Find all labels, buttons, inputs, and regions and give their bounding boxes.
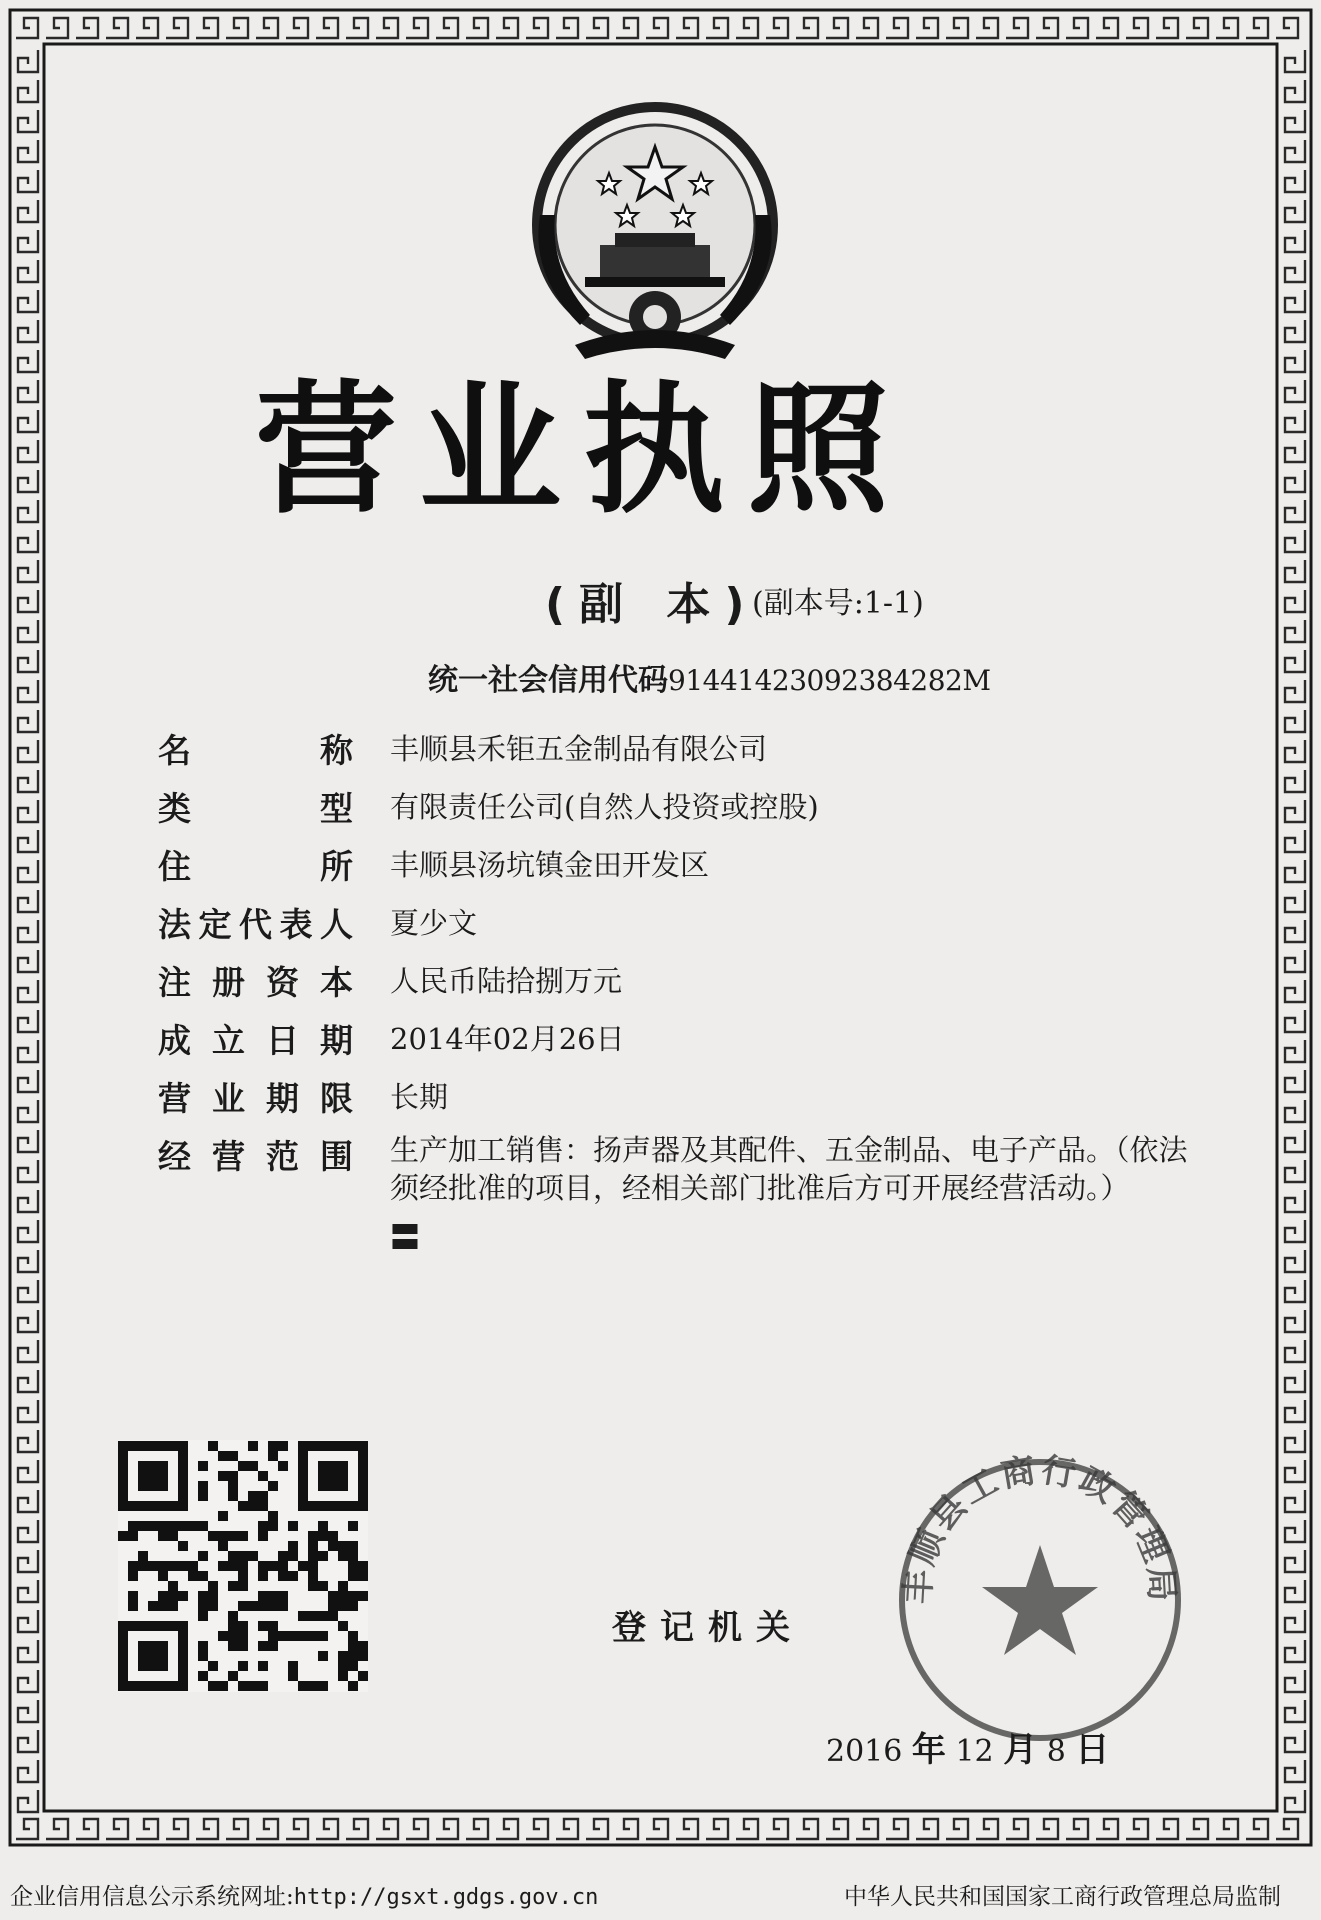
field-label-char: 法 [158,905,191,944]
field-label-char: 期 [320,1021,353,1060]
field-value: 生产加工销售：扬声器及其配件、五金制品、电子产品。（依法须经批准的项目，经相关部门批准后方可开展经营活动。） [390,1133,1188,1205]
national-emblem-icon [505,95,805,370]
footer-website-label: 企业信用信息公示系统网址: [10,1884,294,1910]
field-label-char: 立 [212,1021,245,1060]
field-label-char: 称 [320,731,353,770]
field-value: 有限责任公司(自然人投资或控股) [390,790,819,824]
field-value: 夏少文 [390,906,478,940]
field-label-char: 代 [239,905,272,944]
field-label [158,957,353,1004]
field-label-char: 范 [266,1137,299,1176]
issue-year-char: 年 [911,1730,946,1770]
field-label [158,899,353,946]
field-row-type [158,783,1208,841]
field-row-name [158,725,1208,783]
field-row-established [158,1015,1208,1073]
field-row-address [158,841,1208,899]
footer-website-url[interactable]: http://gsxt.gdgs.gov.cn [293,1885,599,1910]
field-label-char: 人 [320,905,353,944]
license-fields [158,725,1208,1256]
copy-label: (副 本) [545,579,759,630]
official-seal [890,1450,1190,1750]
registration-authority: 登记机关 [612,1608,804,1648]
field-label-char: 类 [158,789,191,828]
field-label-char: 表 [279,905,313,944]
issue-month: 12 [955,1734,994,1769]
field-label-char: 住 [158,847,191,886]
field-label-char: 成 [158,1021,191,1060]
field-label-char: 定 [198,905,232,944]
field-row-capital [158,957,1208,1015]
field-label-char: 型 [320,789,353,828]
issue-year: 2016 [826,1734,903,1769]
field-row-legal-rep [158,899,1208,957]
field-label-char: 册 [212,963,245,1002]
seal-text: 丰顺县工商行政管理局 [898,1450,1182,1606]
field-label [158,783,353,830]
field-label-char: 名 [158,731,191,770]
issue-day-char: 日 [1075,1730,1110,1770]
field-value: 丰顺县禾钜五金制品有限公司 [390,732,768,766]
footer-supervisor: 中华人民共和国国家工商行政管理总局监制 [844,1884,1281,1910]
field-label-char: 经 [158,1137,191,1176]
field-label-char: 期 [266,1079,299,1118]
field-label-char: 营 [158,1079,191,1118]
field-label-char: 营 [212,1137,245,1176]
scope-end-mark: 〓 [390,1221,420,1256]
credit-code [428,655,991,699]
field-label-char: 本 [320,963,353,1002]
field-label-char: 所 [320,847,353,886]
document-title: 营业执照 [255,368,911,533]
field-label-char: 资 [266,963,299,1002]
qr-code-icon [118,1440,368,1692]
field-label-char: 围 [320,1137,353,1176]
issue-date [826,1722,1109,1771]
copy-number: (副本号:1-1) [752,586,924,621]
field-label [158,725,353,772]
issue-month-char: 月 [1003,1730,1038,1770]
credit-code-label: 统一社会信用代码 [428,663,668,698]
field-label [158,1015,353,1062]
field-label-char: 注 [158,963,191,1002]
credit-code-value: 91441423092384282M [668,664,991,697]
field-row-scope [158,1131,1208,1256]
field-label [158,1073,353,1120]
footer-website [10,1878,598,1911]
field-label [158,1131,353,1178]
field-row-term [158,1073,1208,1131]
field-value: 2014年02月26日 [390,1022,625,1056]
field-label-char: 业 [212,1079,245,1118]
field-label-char: 日 [266,1021,299,1060]
field-value: 长期 [390,1080,449,1114]
field-value: 丰顺县汤坑镇金田开发区 [390,848,710,882]
field-label [158,841,353,888]
field-label-char: 限 [320,1079,353,1118]
field-value: 人民币陆拾捌万元 [390,964,623,998]
issue-day: 8 [1046,1734,1066,1769]
